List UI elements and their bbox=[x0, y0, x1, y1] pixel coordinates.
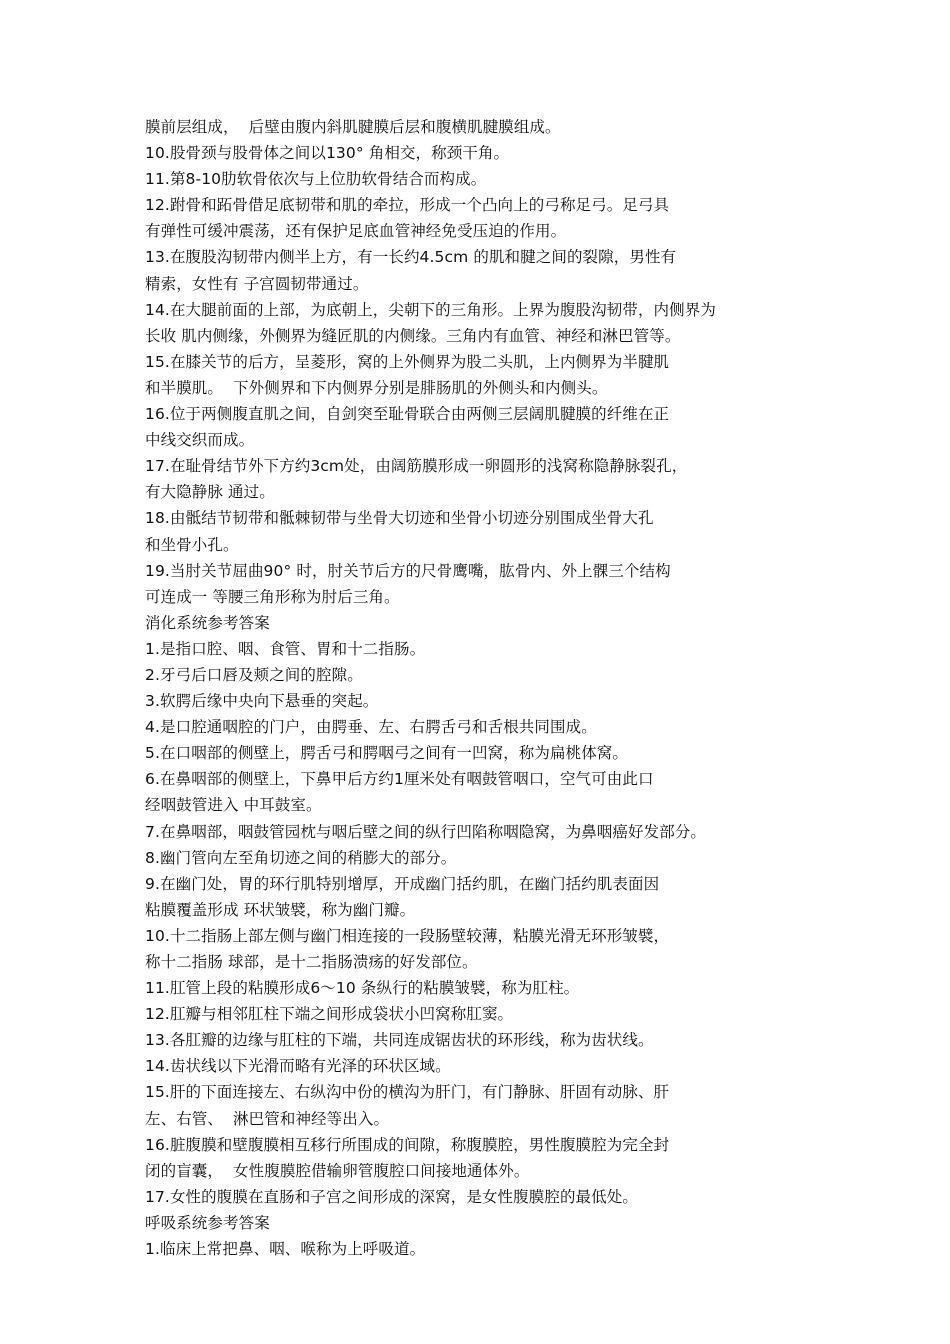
text-line: 长收 肌内侧缘，外侧界为缝匠肌的内侧缘。三角内有血管、神经和淋巴管等。 bbox=[145, 326, 681, 345]
text-line: 10.股骨颈与股骨体之间以130° 角相交，称颈干角。 bbox=[145, 144, 510, 163]
text-line: 13.在腹股沟韧带内侧半上方，有一长约4.5cm 的肌和腱之间的裂隙，男性有 bbox=[145, 248, 677, 267]
text-line: 和半膜肌。 下外侧界和下内侧界分别是腓肠肌的外侧头和内侧头。 bbox=[145, 378, 608, 397]
text-line: 12.跗骨和跖骨借足底韧带和肌的牵拉，形成一个凸向上的弓称足弓。足弓具 bbox=[145, 196, 670, 215]
text-line: 左、右管、 淋巴管和神经等出入。 bbox=[145, 1109, 390, 1128]
text-line: 15.肝的下面连接左、右纵沟中份的横沟为肝门，有门静脉、肝固有动脉、肝 bbox=[145, 1083, 670, 1102]
text-line: 2.牙弓后口唇及颊之间的腔隙。 bbox=[145, 665, 363, 684]
text-line: 1.临床上常把鼻、咽、喉称为上呼吸道。 bbox=[145, 1240, 426, 1259]
text-line: 16.位于两侧腹直肌之间，自剑突至耻骨联合由两侧三层阔肌腱膜的纤维在正 bbox=[145, 405, 670, 424]
text-line: 17.在耻骨结节外下方约3cm处，由阔筋膜形成一卵圆形的浅窝称隐静脉裂孔， bbox=[145, 457, 688, 476]
text-line: 有大隐静脉 通过。 bbox=[145, 483, 275, 502]
text-line: 精索，女性有 子宫圆韧带通过。 bbox=[145, 274, 369, 293]
text-line: 17.女性的腹膜在直肠和子宫之间形成的深窝，是女性腹膜腔的最低处。 bbox=[145, 1187, 638, 1206]
text-line: 4.是口腔通咽腔的门户，由腭垂、左、右腭舌弓和舌根共同围成。 bbox=[145, 718, 597, 737]
text-line: 11.第8-10肋软骨依次与上位肋软骨结合而构成。 bbox=[145, 170, 487, 189]
text-line: 9.在幽门处，胃的环行肌特别增厚，开成幽门括约肌，在幽门括约肌表面因 bbox=[145, 874, 660, 893]
text-line: 称十二指肠 球部，是十二指肠溃疡的好发部位。 bbox=[145, 953, 478, 971]
text-line: 16.脏腹膜和壁腹膜相互移行所围成的间隙，称腹膜腔，男性腹膜腔为完全封 bbox=[145, 1135, 670, 1154]
section-heading: 消化系统参考答案 bbox=[145, 613, 270, 632]
text-line: 10.十二指肠上部左侧与幽门相连接的一段肠壁较薄，粘膜光滑无环形皱襞， bbox=[145, 926, 670, 945]
text-line: 经咽鼓管进入 中耳鼓室。 bbox=[145, 796, 322, 815]
text-line: 闭的盲囊， 女性腹膜腔借输卵管腹腔口间接地通体外。 bbox=[145, 1161, 530, 1180]
text-line: 5.在口咽部的侧壁上，腭舌弓和腭咽弓之间有一凹窝，称为扁桃体窝。 bbox=[145, 744, 628, 763]
text-line: 膜前层组成， 后壁由腹内斜肌腱膜后层和腹横肌腱膜组成。 bbox=[145, 118, 561, 136]
text-line: 6.在鼻咽部的侧壁上，下鼻甲后方约1厘米处有咽鼓管咽口，空气可由此口 bbox=[145, 770, 654, 789]
text-line: 12.肛瓣与相邻肛柱下端之间形成袋状小凹窝称肛窦。 bbox=[145, 1005, 514, 1024]
text-line: 11.肛管上段的粘膜形成6～10 条纵行的粘膜皱襞，称为肛柱。 bbox=[145, 979, 580, 998]
document-text-body bbox=[145, 114, 825, 1262]
text-line: 和坐骨小孔。 bbox=[145, 535, 239, 554]
text-line: 14.齿状线以下光滑而略有光泽的环状区域。 bbox=[145, 1057, 451, 1076]
text-line: 有弹性可缓冲震荡，还有保护足底血管神经免受压迫的作用。 bbox=[145, 222, 567, 241]
text-line: 3.软腭后缘中央向下悬垂的突起。 bbox=[145, 692, 379, 711]
text-line: 7.在鼻咽部，咽鼓管园枕与咽后壁之间的纵行凹陷称咽隐窝，为鼻咽癌好发部分。 bbox=[145, 822, 706, 841]
text-line: 15.在膝关节的后方，呈菱形，窝的上外侧界为股二头肌，上内侧界为半腱肌 bbox=[145, 352, 670, 371]
text-line: 19.当肘关节屈曲90° 时，肘关节后方的尺骨鹰嘴，肱骨内、外上髁三个结构 bbox=[145, 561, 671, 580]
text-line: 中线交织而成。 bbox=[145, 431, 255, 450]
section-heading: 呼吸系统参考答案 bbox=[145, 1213, 270, 1232]
text-line: 18.由骶结节韧带和骶棘韧带与坐骨大切迹和坐骨小切迹分别围成坐骨大孔 bbox=[145, 509, 654, 528]
text-line: 8.幽门管向左至角切迹之间的稍膨大的部分。 bbox=[145, 848, 457, 867]
text-line: 14.在大腿前面的上部，为底朝上，尖朝下的三角形。上界为腹股沟韧带，内侧界为 bbox=[145, 300, 716, 319]
text-line: 粘膜覆盖形成 环状皱襞，称为幽门瓣。 bbox=[145, 900, 416, 919]
text-line: 13.各肛瓣的边缘与肛柱的下端，共同连成锯齿状的环形线，称为齿状线。 bbox=[145, 1031, 654, 1050]
text-line: 可连成一 等腰三角形称为肘后三角。 bbox=[145, 587, 400, 606]
text-line: 1.是指口腔、咽、食管、胃和十二指肠。 bbox=[145, 639, 426, 658]
